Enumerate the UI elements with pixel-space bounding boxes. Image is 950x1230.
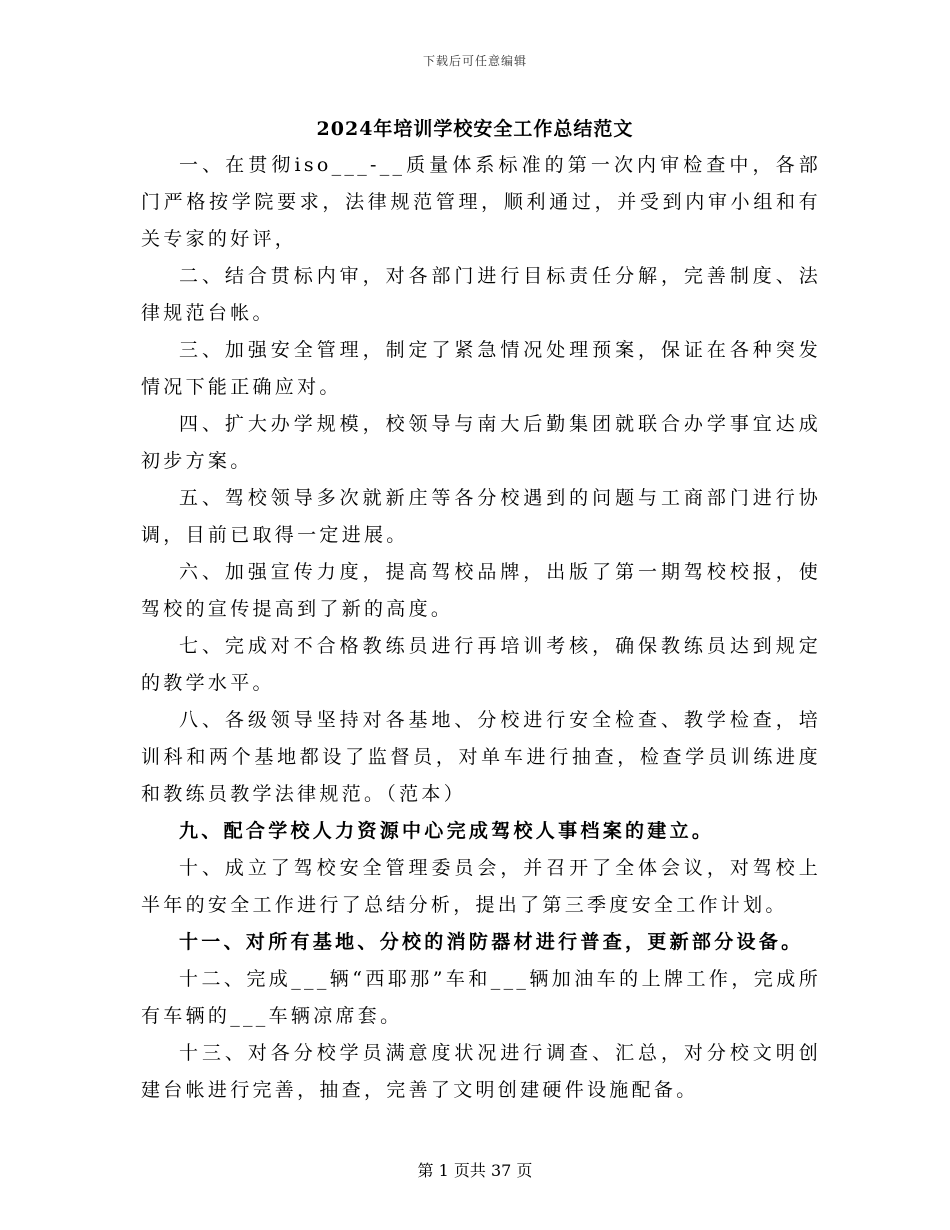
document-body xyxy=(141,147,821,1109)
paragraph-9: 九、配合学校人力资源中心完成驾校人事档案的建立。 xyxy=(179,820,715,842)
paragraph-5: 五、驾校领导多次就新庄等各分校遇到的问题与工商部门进行协调，目前已取得一定进展。 xyxy=(141,487,821,546)
paragraph-7: 七、完成对不合格教练员进行再培训考核，确保教练员达到规定的教学水平。 xyxy=(141,635,821,694)
page-number: 第 1 页共 37 页 xyxy=(417,1161,533,1180)
paragraph-2: 二、结合贯标内审，对各部门进行目标责任分解，完善制度、法律规范台帐。 xyxy=(141,265,821,324)
paragraph-13: 十三、对各分校学员满意度状况进行调查、汇总，对分校文明创建台帐进行完善，抽查，完善了文明创建硬件设施配备。 xyxy=(141,1042,821,1101)
paragraph-11: 十一、对所有基地、分校的消防器材进行普查，更新部分设备。 xyxy=(179,931,804,953)
paragraph-3: 三、加强安全管理，制定了紧急情况处理预案，保证在各种突发情况下能正确应对。 xyxy=(141,339,821,398)
paragraph-4: 四、扩大办学规模，校领导与南大后勤集团就联合办学事宜达成初步方案。 xyxy=(141,413,821,472)
paragraph-8: 八、各级领导坚持对各基地、分校进行安全检查、教学检查，培训科和两个基地都设了监督员，对单车进行抽查，检查学员训练进度和教练员教学法律规范。（范本） xyxy=(141,709,821,805)
paragraph-6: 六、加强宣传力度，提高驾校品牌，出版了第一期驾校校报，使驾校的宣传提高到了新的高度。 xyxy=(141,561,821,620)
page-header-note: 下载后可任意编辑 xyxy=(422,54,527,68)
paragraph-12: 十二、完成___辆“西耶那”车和___辆加油车的上牌工作，完成所有车辆的___车辆凉席套。 xyxy=(141,968,821,1027)
document-title: 2024年培训学校安全工作总结范文 xyxy=(316,118,634,140)
paragraph-10: 十、成立了驾校安全管理委员会，并召开了全体会议，对驾校上半年的安全工作进行了总结分析，提出了第三季度安全工作计划。 xyxy=(141,857,821,916)
paragraph-1: 一、在贯彻iso___-__质量体系标准的第一次内审检查中，各部门严格按学院要求，法律规范管理，顺利通过，并受到内审小组和有关专家的好评， xyxy=(141,154,821,250)
